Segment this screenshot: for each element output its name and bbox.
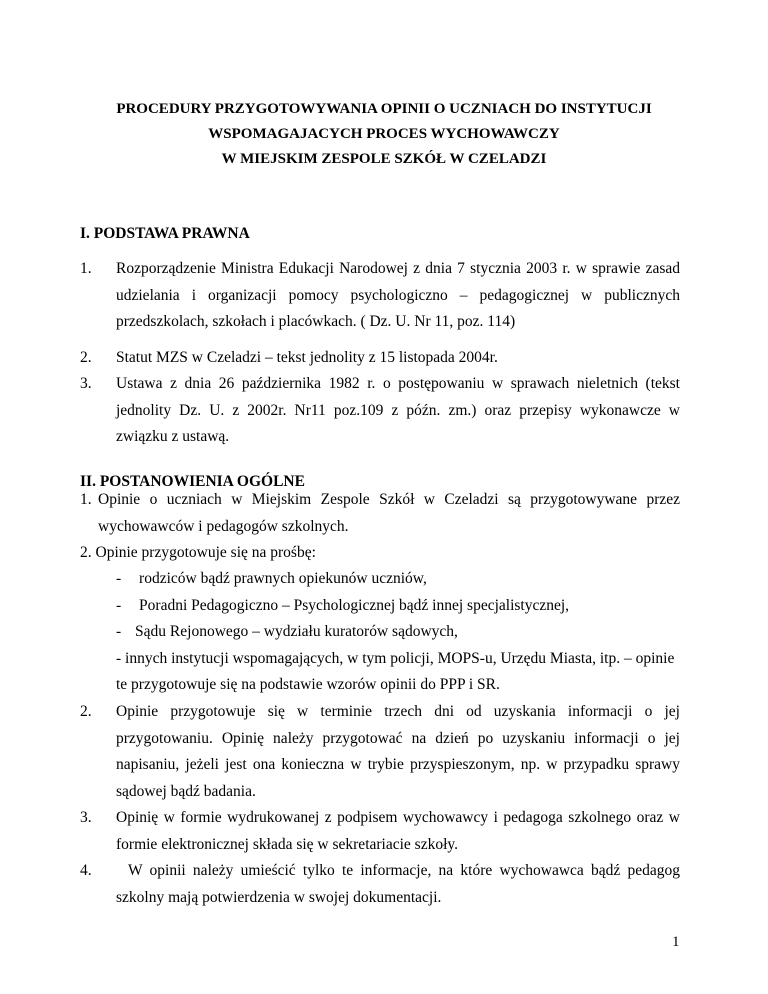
legal-basis-item-3 [80,371,680,451]
dash-marker: - [116,570,122,587]
general-item-4 [80,805,680,858]
title-line-2: WSPOMAGAJACYCH PROCES WYCHOWAWCZY [208,126,560,142]
general-item-1 [80,487,680,540]
item-number: 2. [80,349,92,366]
legal-basis-item-1 [80,256,680,336]
requester-item-2 [116,593,569,620]
item-number: 3. [80,809,92,826]
item-text: Rozporządzenie Ministra Edukacji Narodowej z dnia 7 stycznia 2003 r. w sprawie zasad udzielania i organizacji pomocy psychologiczno – pedagogicznej w publicznych przedszkolach, szkołach i placówkach. ( Dz. U. Nr 11, poz. 114) [116,260,680,330]
item-number: 4. [80,862,92,879]
page-number: 1 [672,934,680,950]
document-title [0,97,768,172]
item-text: Statut MZS w Czeladzi – tekst jednolity z 15 listopada 2004r. [116,349,498,366]
item-text: Opinie przygotowuje się na prośbę: [95,544,316,561]
item-number: 1. [80,260,92,277]
item-number: 2. [80,703,92,720]
other-institutions-line-1: - innych instytucji wspomagających, w tym policji, MOPS-u, Urzędu Miasta, itp. – opinie [116,650,675,667]
item-number: 1. [80,491,92,508]
item-text-rest: szkolny mają potwierdzenia w swojej dokumentacji. [116,888,442,906]
item-number: 3. [80,375,92,392]
item-text [80,487,680,540]
general-item-2 [80,540,680,567]
dash-marker: - [116,597,122,614]
other-institutions-line-2: te przygotowuje się na podstawie wzorów opinii do PPP i SR. [116,676,500,693]
title-line-3: W MIEJSKIM ZESPOLE SZKÓŁ W CZELADZI [221,151,547,167]
item-text-content: Opinie o uczniach w Miejskim Zespole Szkół w Czeladzi są przygotowywane przez wychowawców i pedagogów szkolnych. [98,491,680,535]
dash-marker: - [116,623,122,640]
item-text: Opinie przygotowuje się w terminie trzech dni od uzyskania informacji o jej przygotowaniu. Opinię należy przygotować na dzień po uzyskaniu informacji o jej napisaniu, jeżeli jest ona konieczna w trybie przyspieszonym, np. w przypadku sprawy sądowej bądź badania. [116,703,680,800]
section-1-heading: I. PODSTAWA PRAWNA [80,225,250,242]
general-item-3 [80,699,680,805]
item-text: Opinię w formie wydrukowanej z podpisem wychowawcy i pedagoga szkolnego oraz w formie elektronicznej składa się w sekretariacie szkoły. [116,809,680,853]
item-text: Ustawa z dnia 26 października 1982 r. o postępowaniu w sprawach nieletnich (tekst jednolity Dz. U. z 2002r. Nr11 poz.109 z późn. zm.) oraz przepisy wykonawcze w związku z ustawą. [116,375,680,445]
item-number: 2. [80,544,92,561]
requester-text: Sądu Rejonowego – wydziału kuratorów sądowych, [135,623,458,640]
item-text-first-line: W opinii należy umieścić tylko te informacje, na które wychowawca bądź pedagog [128,862,680,879]
legal-basis-item-2 [80,345,680,372]
requester-item-1 [116,566,427,593]
requester-item-3 [116,619,458,646]
requester-text: Poradni Pedagogiczno – Psychologicznej bądź innej specjalistycznej, [139,597,570,614]
general-item-5 [80,858,680,911]
section-2-heading: II. POSTANOWIENIA OGÓLNE [80,473,305,490]
requester-text: rodziców bądź prawnych opiekunów uczniów, [139,570,427,587]
title-line-1: PROCEDURY PRZYGOTOWYWANIA OPINII O UCZNIACH DO INSTYTUCJI [116,101,652,117]
